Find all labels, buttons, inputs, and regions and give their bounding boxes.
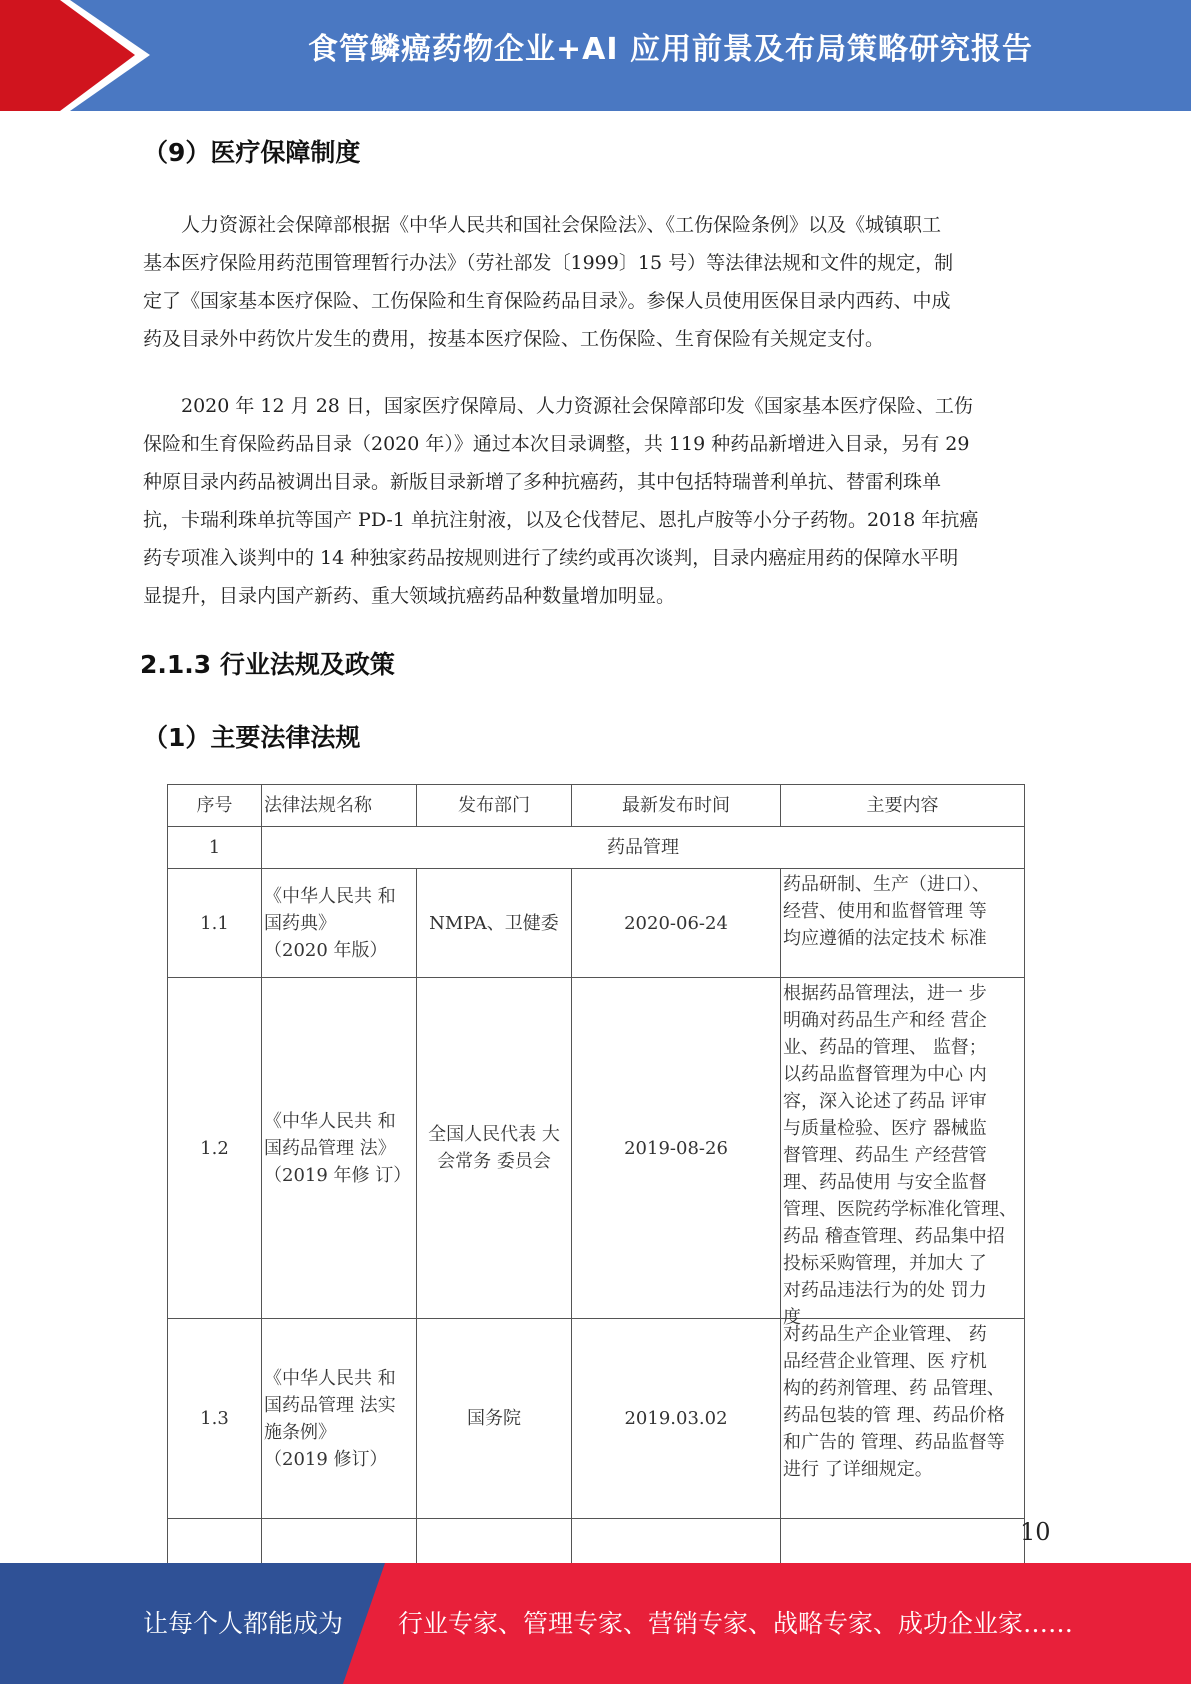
- dept-line: 国务院: [467, 1408, 521, 1429]
- section-heading-medical-security: （9）医疗保障制度: [143, 138, 361, 167]
- row-dept: [417, 869, 572, 978]
- content-line: 业、药品的管理、 监督；: [783, 1037, 987, 1058]
- paragraph-line: 定了《国家基本医疗保险、工伤保险和生育保险药品目录》。参保人员使用医保目录内西药、中成: [143, 290, 951, 312]
- report-title: 食管鳞癌药物企业+AI 应用前景及布局策略研究报告: [308, 32, 1033, 67]
- row-content: [781, 869, 1025, 978]
- paragraph-line: 药专项准入谈判中的 14 种独家药品按规则进行了续约或再次谈判，目录内癌症用药的保障水平明: [143, 547, 959, 569]
- content-line: 以药品监督管理为中心 内: [783, 1064, 987, 1085]
- content-line: 管理、医院药学标准化管理、: [783, 1199, 1017, 1220]
- row-name: [262, 869, 417, 978]
- content-line: 督管理、药品生 产经营管: [783, 1145, 987, 1166]
- row-content: [781, 1319, 1025, 1519]
- paragraph-line: 抗，卡瑞利珠单抗等国产 PD-1 单抗注射液，以及仑伐替尼、恩扎卢胺等小分子药物。2018 年抗癌: [143, 509, 979, 531]
- row-dept: [417, 1319, 572, 1519]
- dept-line: NMPA、卫健委: [429, 912, 559, 934]
- dept-line: 全国人民代表 大: [428, 1124, 560, 1145]
- content-line: 经营、使用和监督管理 等: [783, 901, 987, 922]
- footer-slogan-left: 让每个人都能成为: [143, 1609, 344, 1638]
- col-header-name: 法律法规名称: [262, 785, 417, 827]
- content-line: 理、药品使用 与安全监督: [783, 1172, 987, 1193]
- laws-table: [167, 784, 1025, 1599]
- name-line: 国药品管理 法》: [264, 1137, 396, 1159]
- paragraph-1: [143, 206, 1048, 358]
- content-line: 构的药剂管理、药 品管理、: [783, 1378, 1005, 1399]
- table-row: [168, 1319, 1025, 1519]
- name-line: （2019 修订）: [264, 1448, 388, 1470]
- content-line: 与质量检验、医疗 器械监: [783, 1118, 987, 1139]
- content-line: 药品 稽查管理、药品集中招: [783, 1226, 1005, 1247]
- content-line: 对药品违法行为的处 罚力: [783, 1280, 987, 1301]
- paragraph-2: [143, 387, 1048, 615]
- row-content: [781, 978, 1025, 1328]
- footer-slogan-right: 行业专家、管理专家、营销专家、战略专家、成功企业家……: [398, 1609, 1074, 1638]
- paragraph-line: 保险和生育保险药品目录（2020 年）》通过本次目录调整，共 119 种药品新增进入目录，另有 29: [143, 433, 970, 455]
- col-header-content: 主要内容: [781, 785, 1025, 827]
- table-category-row: [168, 827, 1025, 869]
- content-clip: [783, 980, 1022, 1328]
- dept-line: 会常务 委员会: [437, 1151, 551, 1172]
- name-line: 施条例》: [264, 1421, 336, 1443]
- row-date: 2019.03.02: [572, 1319, 781, 1519]
- name-line: 国药品管理 法实: [264, 1394, 396, 1416]
- page-number: 10: [1020, 1518, 1051, 1546]
- content-line: 投标采购管理，并加大 了: [783, 1253, 987, 1274]
- category-label: 药品管理: [262, 827, 1025, 869]
- row-dept: [417, 978, 572, 1319]
- arrow-red-fill: [0, 0, 135, 111]
- col-header-date: 最新发布时间: [572, 785, 781, 827]
- laws-table-container: [167, 784, 1024, 1511]
- category-no: 1: [168, 827, 262, 869]
- content-line: 对药品生产企业管理、 药: [783, 1324, 987, 1345]
- content-line: 药品研制、生产（进口）、: [783, 874, 990, 895]
- paragraph-line: 人力资源社会保障部根据《中华人民共和国社会保险法》、《工伤保险条例》以及《城镇职工: [181, 214, 942, 236]
- col-header-dept: 发布部门: [417, 785, 572, 827]
- name-line: 国药典》: [264, 912, 336, 934]
- table-row: [168, 869, 1025, 978]
- subsection-heading-laws: （1）主要法律法规: [143, 723, 361, 752]
- row-name: [262, 1319, 417, 1519]
- page-footer-band: [0, 1563, 1191, 1684]
- name-line: （2020 年版）: [264, 939, 388, 961]
- page-header-band: [0, 0, 1191, 111]
- content-line: 药品包装的管 理、药品价格: [783, 1405, 1005, 1426]
- content-line: 和广告的 管理、药品监督等: [783, 1432, 1005, 1453]
- content-line: 进行 了详细规定。: [783, 1459, 933, 1480]
- name-line: 《中华人民共 和: [264, 885, 396, 907]
- row-no: 1.1: [168, 869, 262, 978]
- paragraph-line: 2020 年 12 月 28 日，国家医疗保障局、人力资源社会保障部印发《国家基本医疗保险、工伤: [181, 395, 973, 417]
- paragraph-line: 显提升，目录内国产新药、重大领域抗癌药品种数量增加明显。: [143, 585, 676, 607]
- name-line: （2019 年修 订）: [264, 1164, 412, 1186]
- content-line: 品经营企业管理、医 疗机: [783, 1351, 987, 1372]
- table-row: [168, 978, 1025, 1319]
- paragraph-line: 基本医疗保险用药范围管理暂行办法》（劳社部发〔1999〕15 号）等法律法规和文件的规定，制: [143, 252, 954, 274]
- name-line: 《中华人民共 和: [264, 1110, 396, 1132]
- col-header-no: 序号: [168, 785, 262, 827]
- content-line: 明确对药品生产和经 营企: [783, 1010, 987, 1031]
- paragraph-line: 药及目录外中药饮片发生的费用，按基本医疗保险、工伤保险、生育保险有关规定支付。: [143, 328, 885, 350]
- row-no: 1.3: [168, 1319, 262, 1519]
- row-no: 1.2: [168, 978, 262, 1319]
- name-line: 《中华人民共 和: [264, 1367, 396, 1389]
- content-line: 容，深入论述了药品 评审: [783, 1091, 987, 1112]
- content-line: 度: [783, 1307, 801, 1328]
- row-date: 2020-06-24: [572, 869, 781, 978]
- content-line: 均应遵循的法定技术 标准: [783, 928, 987, 949]
- row-date: 2019-08-26: [572, 978, 781, 1319]
- section-heading-regulations: 2.1.3 行业法规及政策: [140, 650, 395, 679]
- paragraph-line: 种原目录内药品被调出目录。新版目录新增了多种抗癌药，其中包括特瑞普利单抗、替雷利珠单: [143, 471, 942, 493]
- table-header-row: [168, 785, 1025, 827]
- content-line: 根据药品管理法，进一 步: [783, 983, 987, 1004]
- row-name: [262, 978, 417, 1319]
